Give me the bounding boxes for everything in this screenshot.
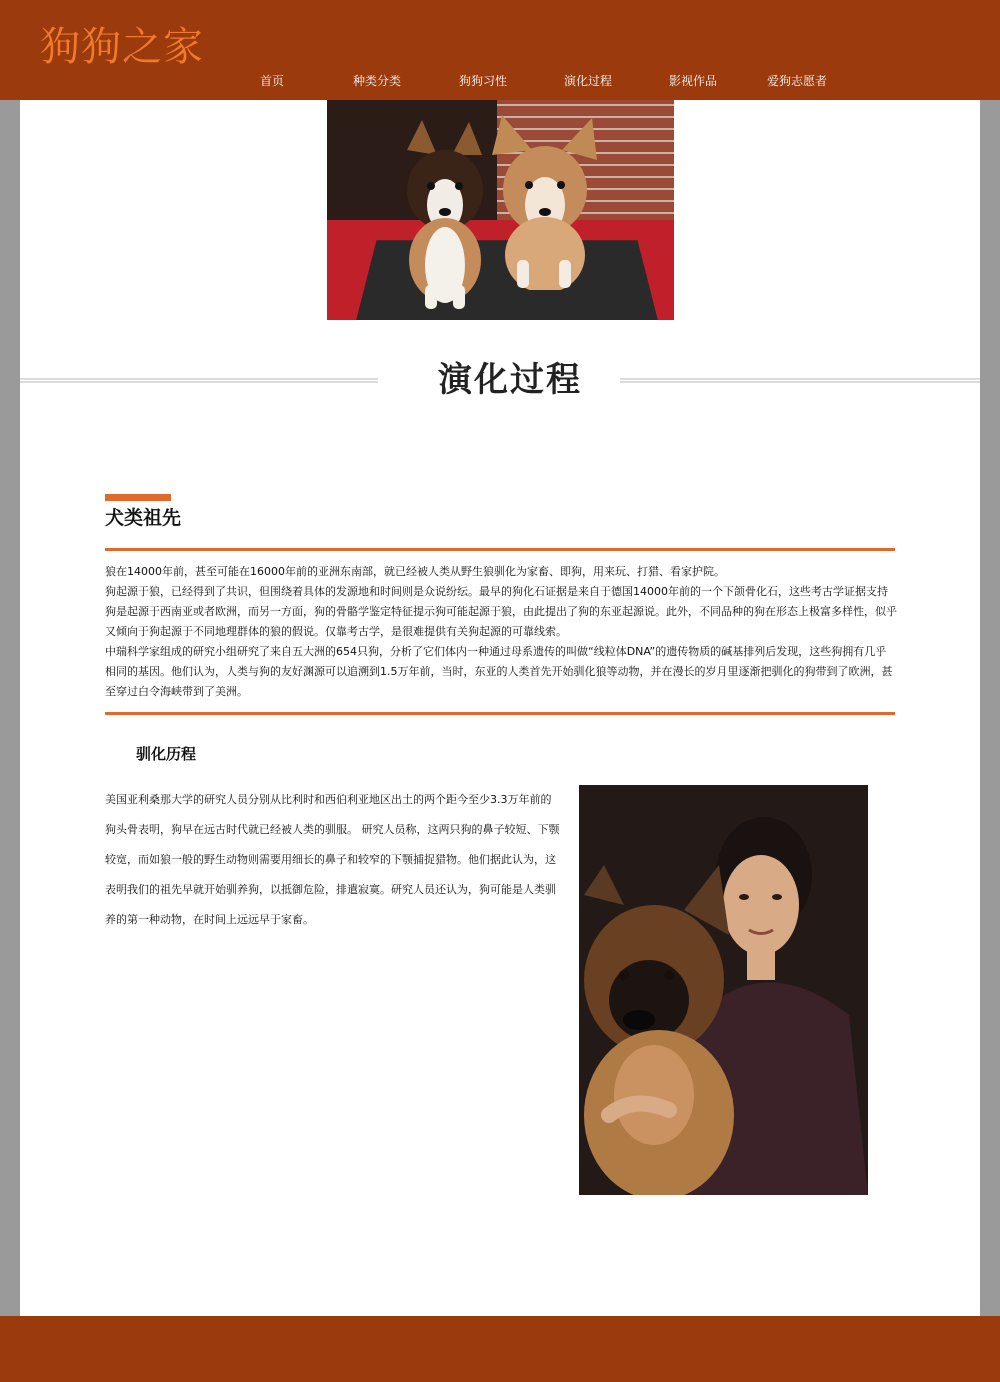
nav-volunteers[interactable]: 爱狗志愿者 xyxy=(767,74,828,88)
title-divider-right xyxy=(620,378,980,383)
man-with-shepherd-photo xyxy=(579,785,868,1195)
title-divider-left xyxy=(20,378,378,383)
heading-accent-bar xyxy=(105,494,171,501)
nav-home[interactable]: 首页 xyxy=(260,74,285,88)
nav-evolution[interactable]: 演化过程 xyxy=(564,74,613,88)
ancestors-text xyxy=(105,562,897,702)
site-footer xyxy=(0,1316,1000,1382)
nav-habits[interactable]: 狗狗习性 xyxy=(459,74,508,88)
man-with-shepherd-icon xyxy=(579,785,868,1195)
site-header xyxy=(0,0,1000,100)
ancestors-paragraph: 中瑞科学家组成的研究小组研究了来自五大洲的654只狗，分析了它们体内一种通过母系遗传的叫做“线粒体DNA”的遗传物质的碱基排列后发现，这些狗拥有几乎相同的基因。他们认为，人类与狗的友好渊源可以追溯到1.5万年前，当时，东亚的人类首先开始驯化狼等动物，并在漫长的岁月里逐渐把驯化的狗带到了欧洲，甚至穿过白令海峡带到了美洲。 xyxy=(105,645,893,698)
corgi-right-icon xyxy=(487,110,602,290)
main-content xyxy=(20,100,980,1316)
corgi-left-icon xyxy=(397,120,492,310)
page-title: 演化过程 xyxy=(438,360,582,400)
domestication-text: 美国亚利桑那大学的研究人员分别从比利时和西伯利亚地区出土的两个距今至少3.3万年前的狗头骨表明，狗早在远古时代就已经被人类的驯服。 研究人员称，这两只狗的鼻子较短、下颚较宽，而如狼一般的野生动物则需要用细长的鼻子和较窄的下颚捕捉猎物。他们据此认为，这表明我们的祖先早就开始驯养狗，以抵御危险，排遣寂寞。研究人员还认为，狗可能是人类驯养的第一种动物，在时间上远远早于家畜。 xyxy=(105,793,560,926)
domestication-heading: 驯化历程 xyxy=(136,745,197,763)
nav-films[interactable]: 影视作品 xyxy=(669,74,718,88)
ancestors-bottom-rule xyxy=(105,712,895,715)
ancestors-heading: 犬类祖先 xyxy=(105,507,182,529)
ancestors-paragraph: 狼在14000年前，甚至可能在16000年前的亚洲东南部，就已经被人类从野生狼驯化为家畜、即狗，用来玩、打猎、看家护院。 xyxy=(105,565,725,578)
site-logo[interactable]: 狗狗之家 xyxy=(40,24,204,70)
section-title-bar xyxy=(20,358,980,408)
ancestors-top-rule xyxy=(105,548,895,551)
corgi-photo xyxy=(327,100,674,320)
ancestors-paragraph: 狗起源于狼，已经得到了共识，但围绕着具体的发源地和时间则是众说纷纭。最早的狗化石证据是来自于德国14000年前的一个下颌骨化石，这些考古学证据支持狗是起源于西南亚或者欧洲，而另一方面，狗的骨骼学鉴定特征提示狗可能起源于狼，由此提出了狗的东亚起源说。此外，不同品种的狗在形态上极富多样性，似乎又倾向于狗起源于不同地理群体的狼的假说。仅靠考古学，是很难提供有关狗起源的可靠线索。 xyxy=(105,585,897,638)
nav-breeds[interactable]: 种类分类 xyxy=(353,74,402,88)
